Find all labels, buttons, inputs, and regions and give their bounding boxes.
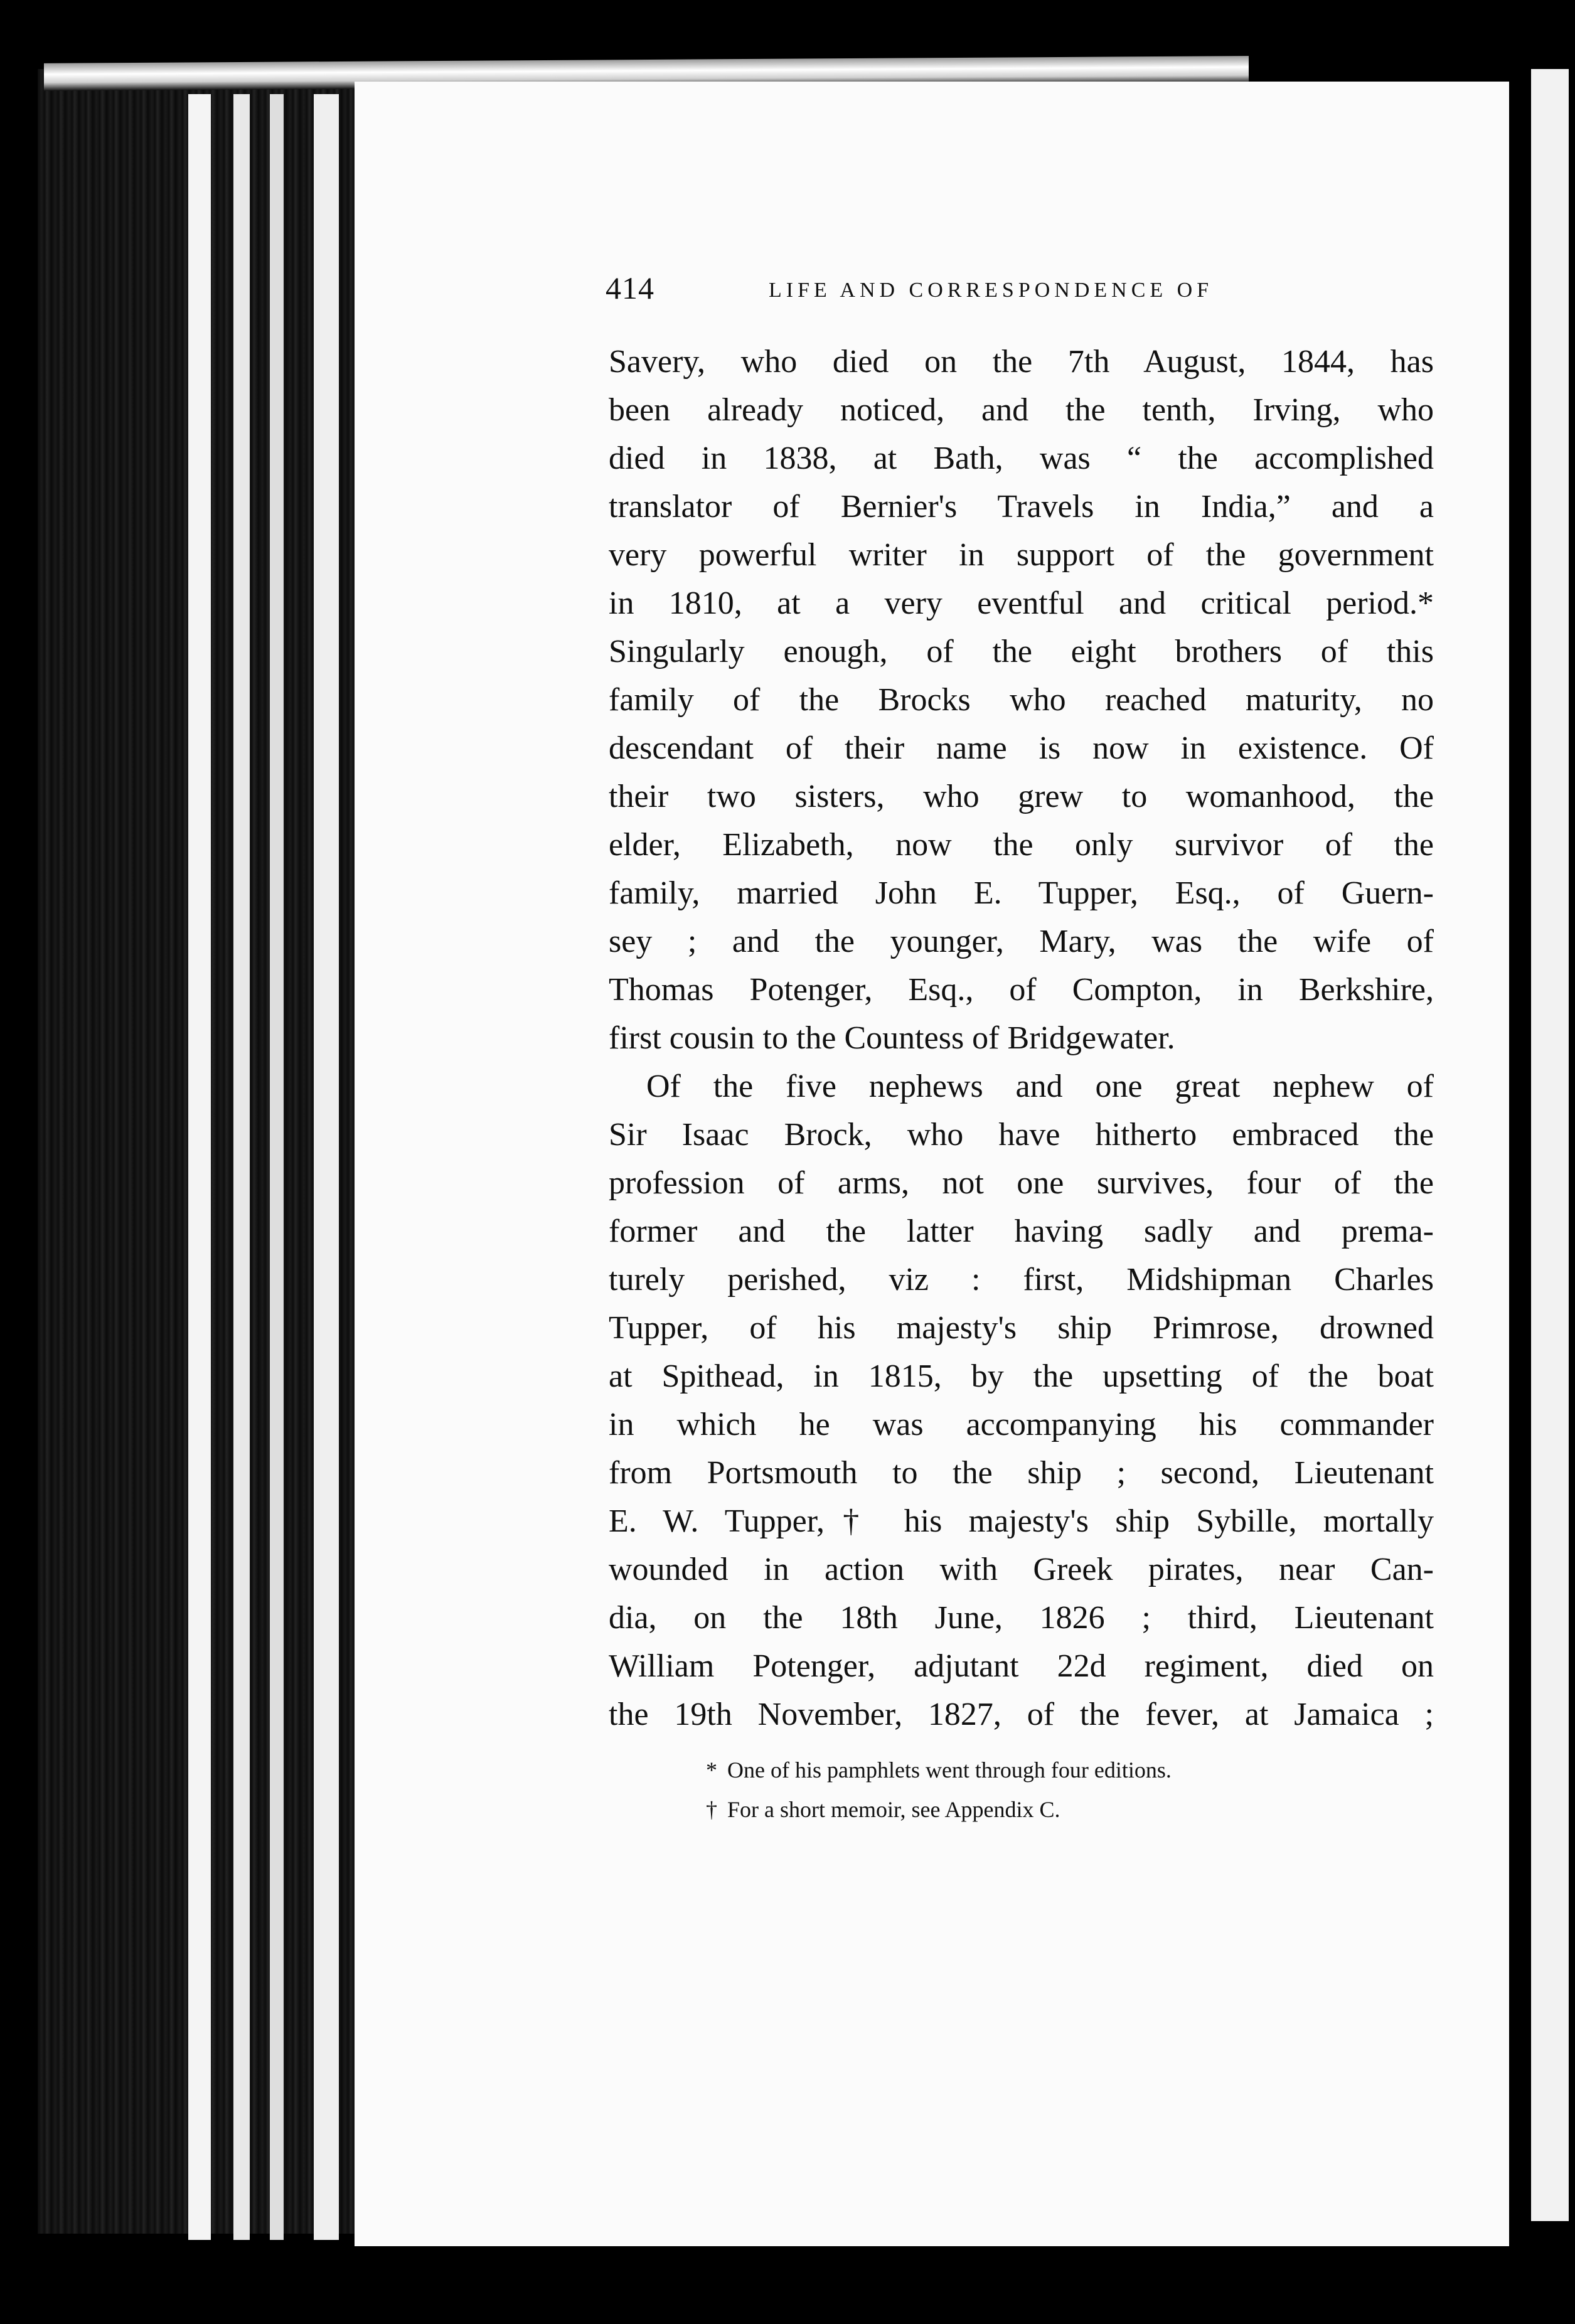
paragraph-1 [609,338,1434,1062]
page-edge-strip [270,94,284,2240]
text-line: former and the latter having sadly and prema- [609,1213,1434,1249]
text-line: very powerful writer in support of the government [609,537,1434,573]
page-edge-strip [314,94,339,2240]
text-line: in which he was accompanying his commander [609,1407,1434,1442]
text-line: E. W. Tupper,† his majesty's ship Sybille, mortally [609,1503,1434,1539]
text-line: family of the Brocks who reached maturity, no [609,682,1434,718]
text-line: dia, on the 18th June, 1826 ; third, Lieutenant [609,1600,1434,1636]
text-line: translator of Bernier's Travels in India,” and a [609,489,1434,525]
text-line: sey ; and the younger, Mary, was the wife of [609,924,1434,959]
body-text [609,338,1434,1739]
text-line: from Portsmouth to the ship ; second, Lieutenant [609,1455,1434,1491]
footnote [706,1751,1459,1790]
text-line: Savery, who died on the 7th August, 1844, has [609,344,1434,380]
text-line: Tupper, of his majesty's ship Primrose, drowned [609,1310,1434,1346]
text-line: their two sisters, who grew to womanhood, the [609,779,1434,814]
text-line: elder, Elizabeth, now the only survivor of the [609,827,1434,863]
text-line: wounded in action with Greek pirates, near Can- [609,1552,1434,1587]
footnotes [706,1751,1459,1830]
text-line: turely perished, viz : first, Midshipman Charles [609,1262,1434,1298]
text-line: Of the five nephews and one great nephew of [646,1069,1434,1104]
footnote-mark: * [706,1757,717,1783]
text-line: first cousin to the Countess of Bridgewater. [609,1020,1175,1056]
text-line: been already noticed, and the tenth, Irving, who [609,392,1434,428]
footnote-mark: † [706,1797,717,1822]
text-line: descendant of their name is now in existence. Of [609,730,1434,766]
page-edge-strip [188,94,211,2240]
text-line: William Potenger, adjutant 22d regiment, died on [609,1648,1434,1684]
text-line: profession of arms, not one survives, four of the [609,1165,1434,1201]
text-line: at Spithead, in 1815, by the upsetting of the boat [609,1358,1434,1394]
text-line: the 19th November, 1827, of the fever, at Jamaica ; [609,1697,1434,1732]
text-line: in 1810, at a very eventful and critical period.* [609,585,1434,621]
page-edge-strip [233,94,250,2240]
footnote-text: One of his pamphlets went through four editions. [727,1757,1172,1783]
running-head: LIFE AND CORRESPONDENCE OF [769,279,1214,302]
footnote [706,1790,1459,1830]
paragraph-2 [609,1062,1434,1739]
page-sheet [355,82,1509,2246]
footnote-text: For a short memoir, see Appendix C. [727,1797,1060,1822]
text-line: Sir Isaac Brock, who have hitherto embraced the [609,1117,1434,1153]
text-line: Thomas Potenger, Esq., of Compton, in Berkshire, [609,972,1434,1008]
text-line: family, married John E. Tupper, Esq., of Guern- [609,875,1434,911]
page-number: 414 [606,270,654,306]
page-header [606,270,1484,320]
next-page-sliver [1531,69,1569,2221]
text-line: died in 1838, at Bath, was “ the accomplished [609,440,1434,476]
text-line: Singularly enough, of the eight brothers of this [609,634,1434,669]
